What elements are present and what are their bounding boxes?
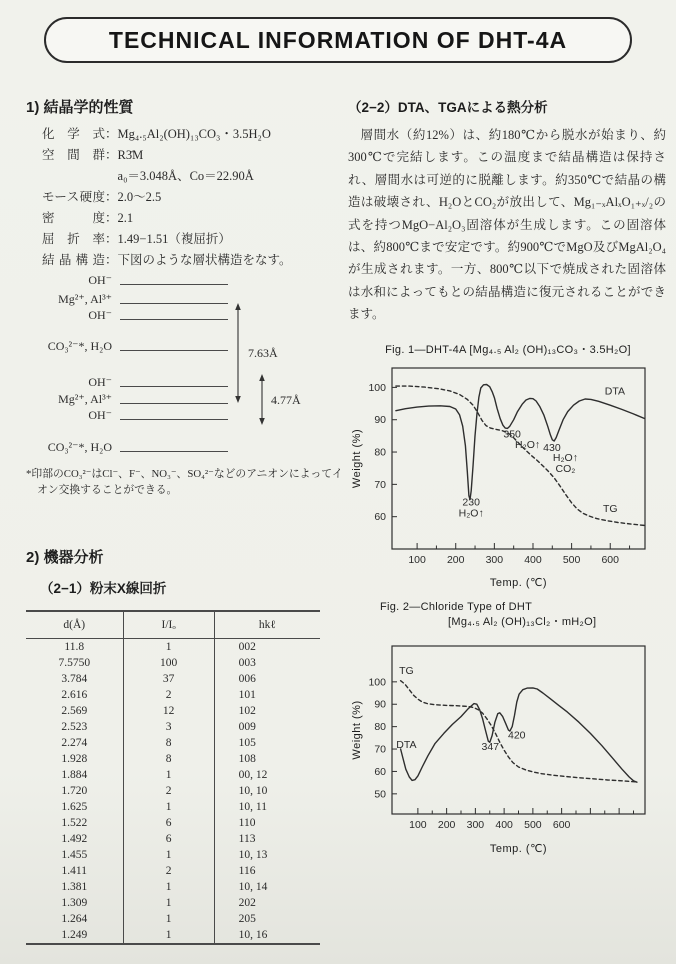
property-value: R3̄M: [117, 148, 144, 162]
xrd-cell: 2: [123, 863, 214, 879]
property-value: a₀＝3.048Å、Co＝22.90Å: [117, 169, 254, 183]
xrd-cell: 105: [238, 737, 256, 749]
xrd-header-cell: hkℓ: [214, 611, 320, 639]
layer-row: [26, 440, 336, 456]
thermal-analysis-paragraph: 層間水（約12%）は、約180℃から脱水が始まり、約300℃で完結します。この温度まで結晶構造は保持され、層間水は可逆的に脱離します。約350℃で結晶の構造は破壊され、H₂OとCO₂が放出して、Mg₁₋ₓAlₓO₁₊ₓ/₂の式を持つMgO−Al₂O₃固溶体が生成します。この固溶体は、約800℃まで安定です。約900℃でMgO及びMgAl₂O₄が生成されます。一方、800℃以下で焼成された固溶体は水和によってもとの結晶構造に復元されることができます。: [348, 128, 666, 322]
property-value: Mg₄.₅Al₂(OH)₁₃CO₃・3.5H₂O: [117, 127, 271, 141]
layer-line: [120, 284, 228, 285]
xrd-cell: 1: [123, 847, 214, 863]
spacing-label: 7.63Å: [248, 346, 278, 360]
annotation: DTA: [604, 385, 625, 398]
xrd-cell: 1.492: [26, 831, 123, 847]
crystal-properties-list: [42, 124, 332, 271]
figure-1-chart: [348, 358, 666, 594]
property-label: 空間群: [42, 148, 105, 162]
figure-2-caption: [352, 601, 664, 629]
title-banner: [44, 17, 632, 63]
xrd-cell: 10, 10: [238, 785, 268, 797]
x-axis-label: Temp. (℃): [489, 577, 548, 589]
x-tick-label: 300: [485, 554, 504, 566]
property-value: 下図のような層状構造をなす。: [117, 253, 292, 267]
property-colon: ：: [105, 127, 118, 141]
xrd-cell: 100: [123, 655, 214, 671]
property-row: [42, 124, 332, 145]
section21-heading: （2−1）粉末X線回折: [40, 581, 167, 596]
caption-line: Fig. 2—Chloride Type of DHT: [380, 601, 533, 613]
x-tick-label: 500: [562, 554, 581, 566]
layer-row: [26, 375, 336, 391]
annotation: H₂O↑: [552, 451, 578, 464]
xrd-cell: 2: [123, 783, 214, 799]
xrd-cell: 8: [123, 735, 214, 751]
annotation: CO₂: [555, 462, 576, 475]
property-label: 化学式: [42, 127, 105, 141]
xrd-cell: 1: [123, 927, 214, 944]
layer-line: [120, 403, 228, 404]
y-tick-label: 80: [374, 721, 386, 734]
xrd-row: [26, 831, 320, 847]
annotation: H₂O↑: [515, 439, 541, 452]
x-tick-label: 400: [495, 819, 513, 831]
xrd-cell: 110: [238, 817, 256, 829]
annotation: 350: [503, 428, 521, 441]
layer-label: Mg²⁺, Al³⁺: [58, 292, 112, 306]
xrd-row: [26, 687, 320, 703]
property-colon: ：: [105, 211, 118, 225]
layer-line: [120, 451, 228, 452]
spacing-label: 4.77Å: [271, 393, 301, 407]
y-tick-label: 90: [374, 698, 386, 711]
xrd-cell: 10, 16: [238, 929, 268, 941]
y-tick-label: 50: [374, 788, 386, 801]
layer-line: [120, 303, 228, 304]
layer-line: [120, 350, 228, 351]
layer-label: OH⁻: [88, 408, 112, 422]
layer-label: OH⁻: [88, 273, 112, 287]
annotation: 347: [481, 741, 500, 754]
layer-structure-diagram: [26, 268, 336, 460]
xrd-cell: 1.522: [26, 815, 123, 831]
x-tick-label: 100: [409, 819, 427, 831]
xrd-cell: 2: [123, 687, 214, 703]
xrd-table-wrap: [26, 610, 320, 945]
xrd-row: [26, 927, 320, 944]
property-row: [42, 145, 332, 166]
layer-label: CO₃²⁻*, H₂O: [47, 440, 112, 454]
xrd-row: [26, 671, 320, 687]
xrd-cell: 11.8: [26, 639, 123, 656]
xrd-cell: 1.884: [26, 767, 123, 783]
xrd-cell: 1: [123, 911, 214, 927]
xrd-cell: 1.381: [26, 879, 123, 895]
xrd-cell: 1.455: [26, 847, 123, 863]
xrd-cell: 3: [123, 719, 214, 735]
y-tick-label: 80: [374, 446, 386, 459]
xrd-cell: 202: [238, 897, 256, 909]
xrd-table: [26, 610, 320, 945]
xrd-cell: 1: [123, 639, 214, 656]
layer-line: [120, 419, 228, 420]
xrd-cell: 1.249: [26, 927, 123, 944]
y-axis-label: Weight (%): [351, 428, 363, 489]
y-tick-label: 100: [368, 381, 386, 394]
y-tick-label: 100: [368, 676, 386, 689]
layer-label: Mg²⁺, Al³⁺: [58, 392, 112, 406]
x-tick-label: 600: [552, 819, 571, 831]
xrd-cell: 00, 12: [238, 769, 268, 781]
xrd-cell: 1.411: [26, 863, 123, 879]
x-tick-label: 400: [524, 554, 542, 566]
xrd-row: [26, 783, 320, 799]
property-row: [42, 229, 332, 250]
property-colon: ：: [105, 253, 118, 267]
annotation: 420: [508, 729, 526, 742]
xrd-cell: 1.625: [26, 799, 123, 815]
x-tick-label: 100: [408, 554, 426, 566]
annotation: DTA: [396, 738, 417, 751]
layer-row: [26, 392, 336, 408]
xrd-cell: 1.264: [26, 911, 123, 927]
layer-line: [120, 386, 228, 387]
xrd-row: [26, 879, 320, 895]
figure-1-caption: [352, 341, 664, 357]
xrd-cell: 108: [238, 753, 256, 765]
xrd-row: [26, 767, 320, 783]
y-axis-label: Weight (%): [351, 700, 363, 760]
xrd-cell: 101: [238, 689, 256, 701]
property-row: [42, 208, 332, 229]
caption-line: [Mg₄.₅ Al₂ (OH)₁₃Cl₂・mH₂O]: [448, 616, 597, 628]
layer-row: [26, 292, 336, 308]
x-tick-label: 600: [601, 554, 620, 566]
xrd-cell: 6: [123, 815, 214, 831]
caption-line: Fig. 1—DHT-4A [Mg₄.₅ Al₂ (OH)₁₃CO₃・3.5H₂O]: [385, 344, 631, 356]
xrd-cell: 009: [238, 721, 256, 733]
xrd-cell: 1.928: [26, 751, 123, 767]
x-tick-label: 200: [446, 554, 465, 566]
xrd-cell: 2.616: [26, 687, 123, 703]
property-label: モース硬度: [42, 190, 105, 204]
xrd-row: [26, 895, 320, 911]
xrd-row: [26, 863, 320, 879]
property-value: 1.49−1.51（複屈折）: [117, 232, 231, 246]
layer-line: [120, 319, 228, 320]
section2-heading: 2) 機器分析: [26, 549, 104, 566]
xrd-row: [26, 735, 320, 751]
x-tick-label: 500: [524, 819, 542, 831]
xrd-cell: 2.274: [26, 735, 123, 751]
xrd-cell: 1: [123, 767, 214, 783]
xrd-header-cell: I/Iₒ: [123, 611, 214, 639]
y-tick-label: 60: [374, 765, 386, 778]
property-label: 結晶構造: [42, 253, 105, 267]
xrd-row: [26, 815, 320, 831]
xrd-row: [26, 751, 320, 767]
xrd-cell: 10, 13: [238, 849, 268, 861]
property-colon: ：: [105, 148, 118, 162]
layer-label: OH⁻: [88, 308, 112, 322]
layer-label: CO₃²⁻*, H₂O: [47, 339, 112, 353]
property-label: 屈折率: [42, 232, 105, 246]
layer-row: [26, 273, 336, 289]
x-axis-label: Temp. (℃): [489, 843, 548, 855]
xrd-row: [26, 847, 320, 863]
section22-heading: （2−2）DTA、TGAによる熱分析: [348, 100, 548, 115]
xrd-cell: 1: [123, 895, 214, 911]
property-colon: ：: [105, 232, 118, 246]
anion-exchange-footnote: *印部のCO₃²⁻はCl⁻、F⁻、NO₃⁻、SO₄²⁻などのアニオンによってイオン交換することができる。: [26, 468, 343, 496]
y-tick-label: 90: [374, 414, 386, 427]
layer-row: [26, 308, 336, 324]
xrd-row: [26, 639, 320, 656]
xrd-row: [26, 703, 320, 719]
y-tick-label: 70: [374, 478, 386, 491]
xrd-row: [26, 799, 320, 815]
layer-label: OH⁻: [88, 375, 112, 389]
annotation: H₂O↑: [458, 507, 484, 520]
annotation: 430: [543, 442, 561, 455]
xrd-cell: 12: [123, 703, 214, 719]
xrd-cell: 113: [238, 833, 256, 845]
xrd-cell: 116: [238, 865, 256, 877]
xrd-row: [26, 911, 320, 927]
figure-2-chart: [348, 638, 666, 860]
layer-row: [26, 339, 336, 355]
section1-heading: 1) 結晶学的性質: [26, 99, 134, 116]
property-value: 2.0〜2.5: [117, 190, 162, 204]
xrd-cell: 6: [123, 831, 214, 847]
y-tick-label: 60: [374, 511, 386, 524]
y-tick-label: 70: [374, 743, 386, 756]
xrd-cell: 10, 14: [238, 881, 268, 893]
layer-row: [26, 408, 336, 424]
xrd-cell: 002: [238, 641, 256, 653]
annotation: TG: [399, 665, 414, 677]
xrd-cell: 7.5750: [26, 655, 123, 671]
xrd-cell: 1.720: [26, 783, 123, 799]
xrd-cell: 006: [238, 673, 256, 685]
xrd-cell: 10, 11: [238, 801, 267, 813]
xrd-cell: 1: [123, 799, 214, 815]
property-label: 密度: [42, 211, 105, 225]
annotation: 230: [462, 496, 480, 509]
xrd-cell: 2.569: [26, 703, 123, 719]
xrd-header-cell: d(Å): [26, 611, 123, 639]
page-title: TECHNICAL INFORMATION OF DHT-4A: [108, 26, 568, 53]
x-tick-label: 200: [437, 819, 456, 831]
xrd-cell: 37: [123, 671, 214, 687]
xrd-cell: 3.784: [26, 671, 123, 687]
annotation: TG: [602, 502, 618, 515]
xrd-cell: 102: [238, 705, 256, 717]
property-row: [42, 187, 332, 208]
xrd-cell: 1.309: [26, 895, 123, 911]
xrd-row: [26, 655, 320, 671]
xrd-cell: 2.523: [26, 719, 123, 735]
xrd-row: [26, 719, 320, 735]
property-row: [42, 166, 332, 187]
property-colon: ：: [105, 190, 118, 204]
xrd-cell: 8: [123, 751, 214, 767]
xrd-cell: 003: [238, 657, 256, 669]
x-tick-label: 300: [466, 819, 485, 831]
property-value: 2.1: [117, 211, 134, 225]
xrd-header-row: [26, 611, 320, 639]
xrd-cell: 1: [123, 879, 214, 895]
xrd-cell: 205: [238, 913, 256, 925]
